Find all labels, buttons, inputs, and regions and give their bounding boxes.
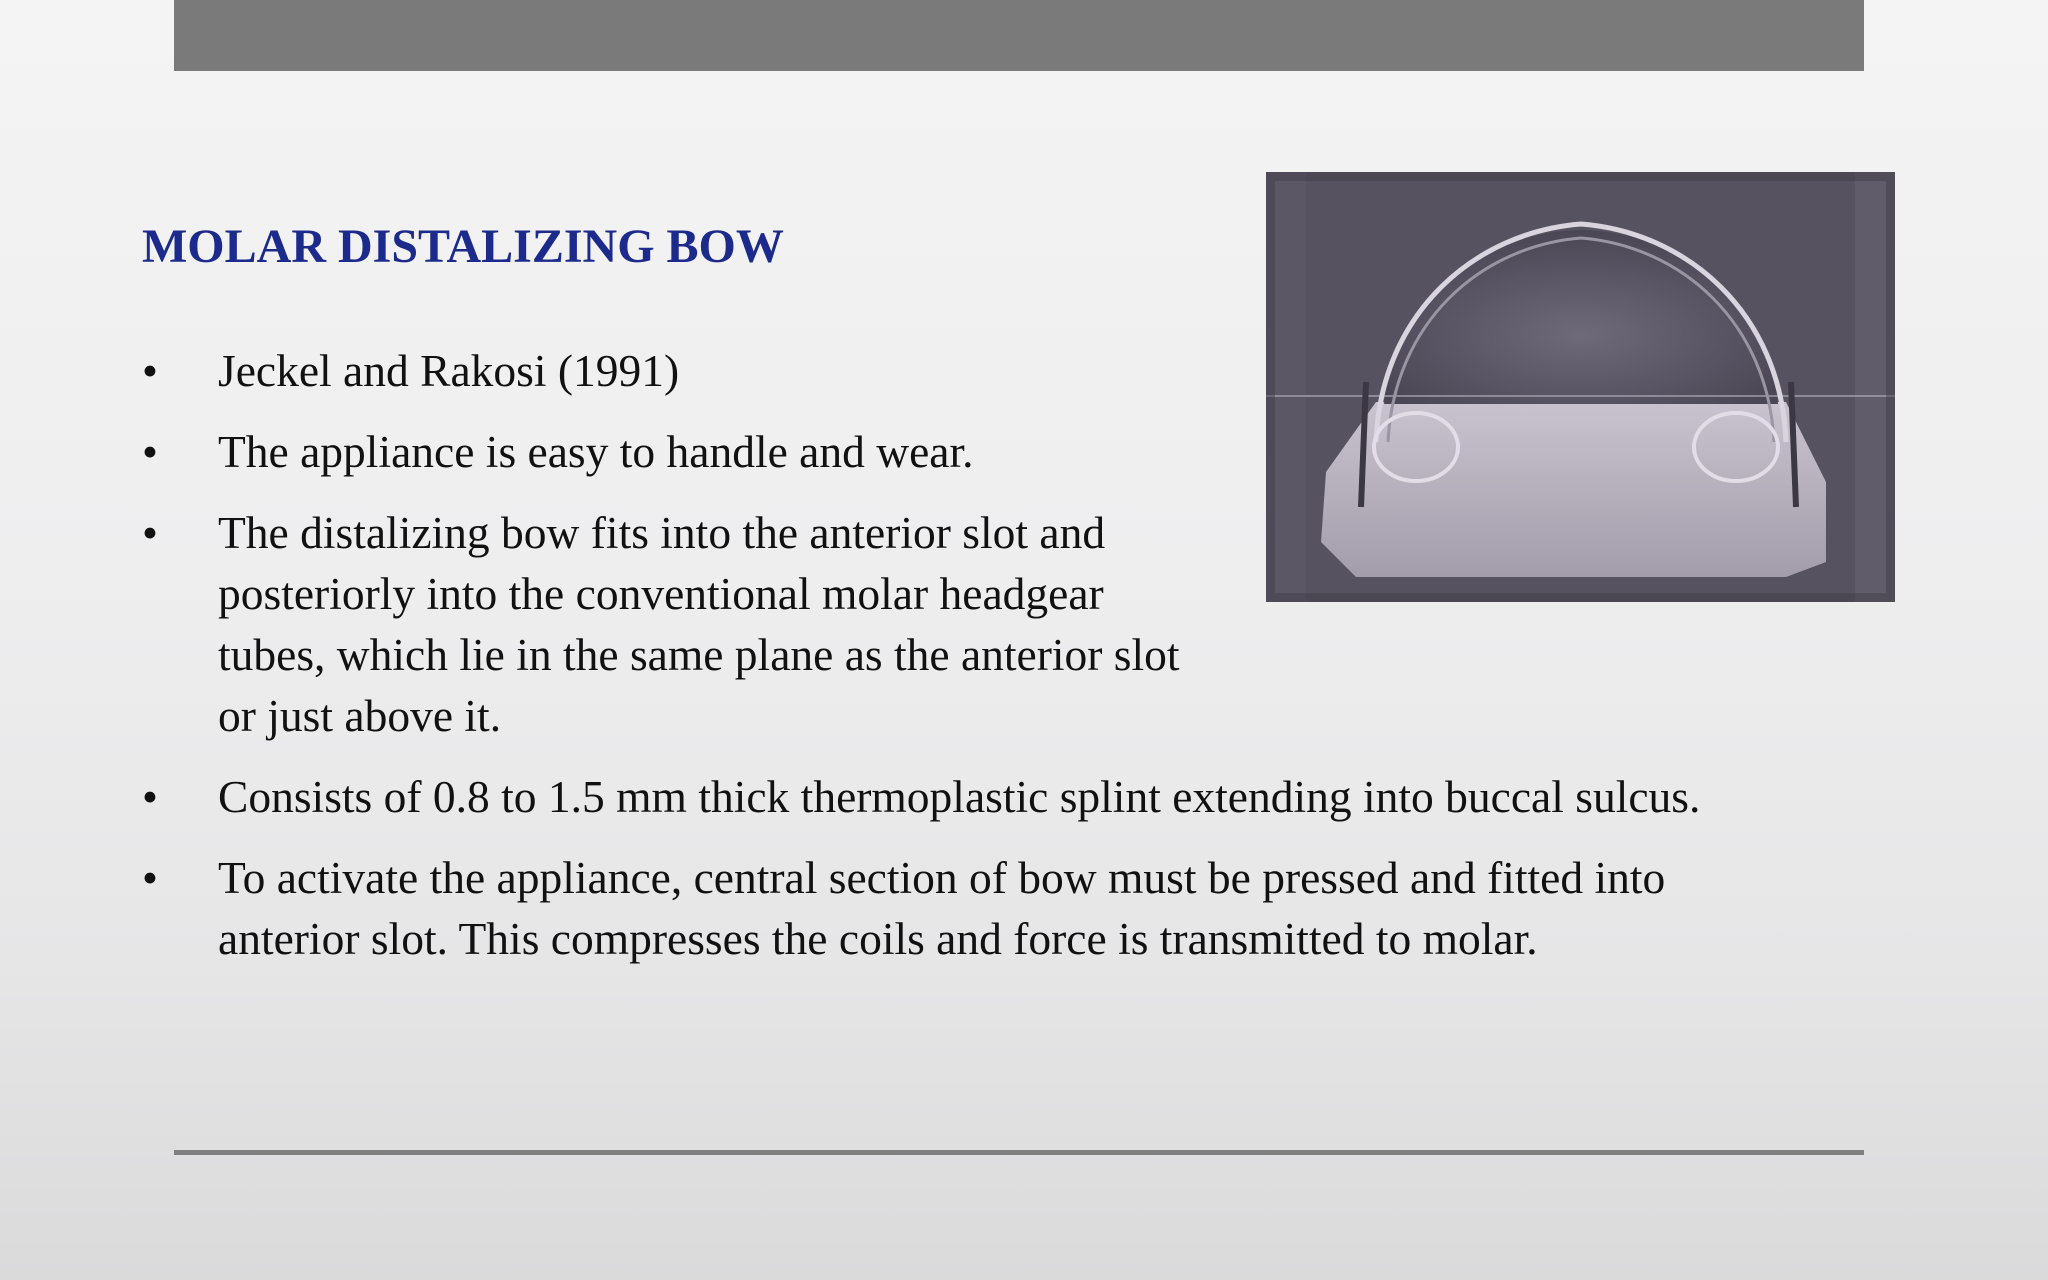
bullet-text: Jeckel and Rakosi (1991) <box>218 345 680 396</box>
bullet-dot: • <box>142 345 158 396</box>
bullet-item <box>142 847 1700 969</box>
bullet-text: tubes, which lie in the same plane as the anterior slot <box>218 629 1180 680</box>
slide-title: MOLAR DISTALIZING BOW <box>142 220 784 273</box>
appliance-illustration <box>1266 172 1895 602</box>
bullet-item <box>142 766 1700 827</box>
bottom-divider <box>174 1150 1864 1155</box>
bullet-dot: • <box>142 426 158 477</box>
bullet-dot: • <box>142 507 158 558</box>
bullet-text: anterior slot. This compresses the coils and force is transmitted to molar. <box>218 913 1538 964</box>
bullet-text: Consists of 0.8 to 1.5 mm thick thermoplastic splint extending into buccal sulcus. <box>218 771 1701 822</box>
bullet-text: The distalizing bow fits into the anterior slot and <box>218 507 1106 558</box>
splint-base-shape <box>1321 402 1826 577</box>
bullet-text: posteriorly into the conventional molar headgear <box>218 568 1104 619</box>
bullet-text: The appliance is easy to handle and wear. <box>218 426 974 477</box>
bullet-dot: • <box>142 771 158 822</box>
bullet-dot: • <box>142 852 158 903</box>
top-decorative-bar <box>174 0 1864 71</box>
appliance-photo <box>1266 172 1895 602</box>
bullet-text: or just above it. <box>218 690 502 741</box>
bullet-text: To activate the appliance, central section of bow must be pressed and fitted into <box>218 852 1666 903</box>
